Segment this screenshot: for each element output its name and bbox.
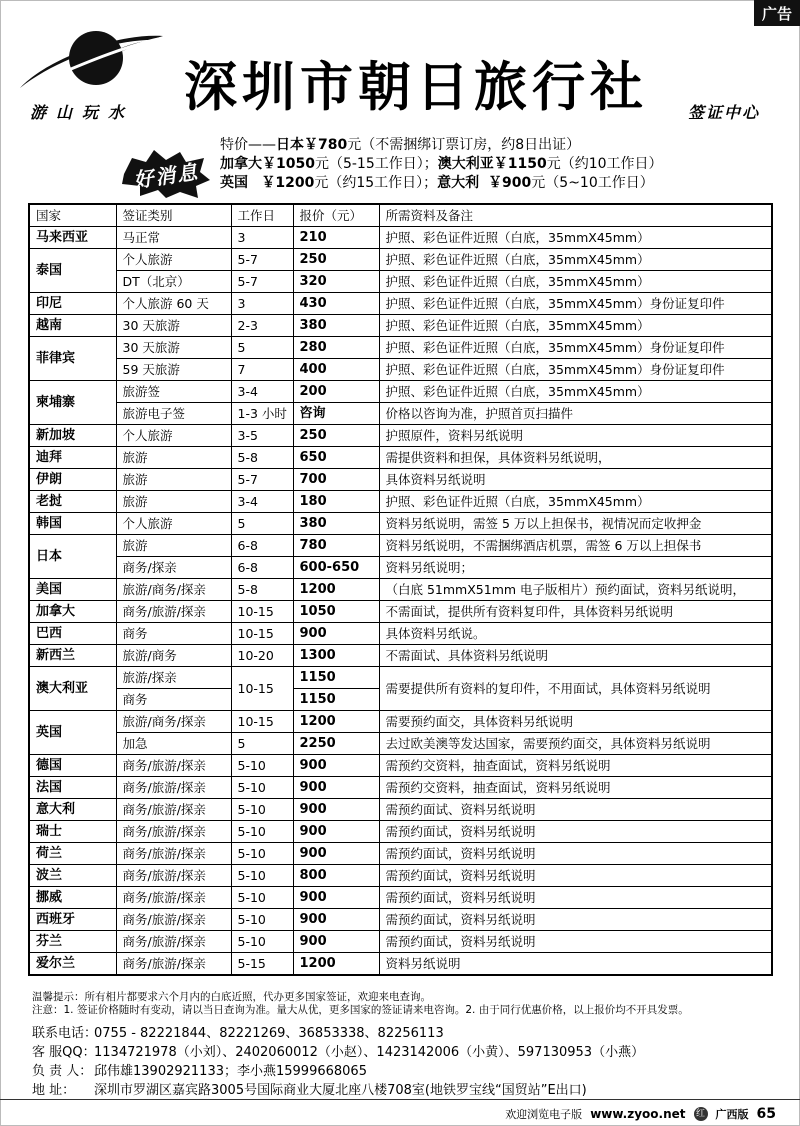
- country-cell: 越南: [29, 315, 116, 337]
- table-row: [29, 887, 772, 909]
- price-cell: 1200: [293, 711, 379, 733]
- country-cell: 英国: [29, 711, 116, 755]
- tip-text: 温馨提示：所有相片都要求六个月内的白底近照，代办更多国家签证，欢迎来电查询。: [32, 991, 431, 1003]
- visa-type-cell: 商务/旅游/探亲: [116, 931, 231, 953]
- table-row: [29, 337, 772, 359]
- notes-cell: 需预约面试，资料另纸说明: [379, 887, 772, 909]
- notes-cell: 护照、彩色证件近照（白底，35mmX45mm）身份证复印件: [379, 293, 772, 315]
- country-cell: 老挝: [29, 491, 116, 513]
- visa-type-cell: DT（北京）: [116, 271, 231, 293]
- visa-type-cell: 个人旅游: [116, 513, 231, 535]
- price-cell: 900: [293, 821, 379, 843]
- table-row: [29, 777, 772, 799]
- work-days-cell: 6-8: [231, 557, 293, 579]
- price-cell: 780: [293, 535, 379, 557]
- work-days-cell: 5-10: [231, 931, 293, 953]
- price-cell: 1200: [293, 579, 379, 601]
- visa-type-cell: 商务/旅游/探亲: [116, 953, 231, 976]
- notes-cell: 需预约面试，资料另纸说明: [379, 909, 772, 931]
- table-row: [29, 315, 772, 337]
- notes-cell: 具体资料另纸说明: [379, 469, 772, 491]
- table-row: [29, 953, 772, 976]
- work-days-cell: 5: [231, 337, 293, 359]
- visa-type-cell: 旅游/商务: [116, 645, 231, 667]
- country-cell: 印尼: [29, 293, 116, 315]
- edition-label: 广西版: [715, 1108, 749, 1121]
- table-row: [29, 447, 772, 469]
- price-cell: 2250: [293, 733, 379, 755]
- notes-cell: 价格以咨询为准，护照首页扫描件: [379, 403, 772, 425]
- notes-cell: 资料另纸说明，不需捆绑酒店机票，需签 6 万以上担保书: [379, 535, 772, 557]
- price-cell: 900: [293, 887, 379, 909]
- contact-address: 地 址： 深圳市罗湖区嘉宾路3005号国际商业大厦北座八楼708室(地铁罗宝线“国贸站”E出口): [32, 1083, 587, 1098]
- table-row: [29, 425, 772, 447]
- visa-type-cell: 商务/旅游/探亲: [116, 799, 231, 821]
- price-cell: 1200: [293, 953, 379, 976]
- country-cell: 巴西: [29, 623, 116, 645]
- work-days-cell: 10-15: [231, 711, 293, 733]
- table-row: [29, 293, 772, 315]
- notes-cell: 去过欧美澳等发达国家，需要预约面交，具体资料另纸说明: [379, 733, 772, 755]
- notes-cell: 具体资料另纸说。: [379, 623, 772, 645]
- contact-person: 负 责 人： 邱伟雄13902921133；李小燕15999668065: [32, 1064, 367, 1079]
- header-notes: 所需资料及备注: [379, 204, 772, 227]
- visa-type-cell: 商务/旅游/探亲: [116, 777, 231, 799]
- visa-type-cell: 个人旅游: [116, 249, 231, 271]
- country-cell: 美国: [29, 579, 116, 601]
- price-cell: 210: [293, 227, 379, 249]
- header-work-days: 工作日: [231, 204, 293, 227]
- table-row: [29, 821, 772, 843]
- table-row: [29, 733, 772, 755]
- price-cell: 900: [293, 623, 379, 645]
- header-price: 报价（元）: [293, 204, 379, 227]
- table-row: [29, 799, 772, 821]
- visa-type-cell: 商务/旅游/探亲: [116, 755, 231, 777]
- country-cell: 瑞士: [29, 821, 116, 843]
- visa-type-cell: 个人旅游 60 天: [116, 293, 231, 315]
- work-days-cell: 3-5: [231, 425, 293, 447]
- price-cell: 咨询: [293, 403, 379, 425]
- work-days-cell: 5: [231, 733, 293, 755]
- notes-cell: （白底 51mmX51mm 电子版相片）预约面试，资料另纸说明，: [379, 579, 772, 601]
- notes-cell: 护照、彩色证件近照（白底，35mmX45mm）: [379, 249, 772, 271]
- notes-cell: 需预约交资料，抽查面试，资料另纸说明: [379, 755, 772, 777]
- work-days-cell: 5-10: [231, 821, 293, 843]
- table-row: [29, 403, 772, 425]
- slogan: 游山玩水: [30, 103, 135, 122]
- price-cell: 900: [293, 777, 379, 799]
- visa-type-cell: 商务/旅游/探亲: [116, 865, 231, 887]
- footer: [505, 1106, 776, 1122]
- country-cell: 波兰: [29, 865, 116, 887]
- visa-type-cell: 旅游: [116, 491, 231, 513]
- contact-section: [32, 1024, 644, 1100]
- notes-cell: 需要预约面交，具体资料另纸说明: [379, 711, 772, 733]
- table-row: [29, 469, 772, 491]
- price-cell: 1050: [293, 601, 379, 623]
- price-cell: 250: [293, 425, 379, 447]
- country-cell: 柬埔寨: [29, 381, 116, 425]
- notes-cell: 需预约面试，资料另纸说明: [379, 865, 772, 887]
- notes-section: [32, 991, 689, 1017]
- website-link[interactable]: www.zyoo.net: [590, 1107, 686, 1121]
- notes-cell: 不需面试、具体资料另纸说明: [379, 645, 772, 667]
- price-cell: 1150: [293, 689, 379, 711]
- contact-phone: 联系电话：0755 - 82221844、82221269、36853338、82256113: [32, 1026, 444, 1041]
- edition-logo-icon: 红: [694, 1107, 708, 1121]
- table-row: [29, 711, 772, 733]
- visa-type-cell: 个人旅游: [116, 425, 231, 447]
- special-offers: [220, 136, 663, 193]
- price-cell: 700: [293, 469, 379, 491]
- price-cell: 180: [293, 491, 379, 513]
- notes-cell: 需预约交资料，抽查面试，资料另纸说明: [379, 777, 772, 799]
- work-days-cell: 5: [231, 513, 293, 535]
- country-cell: 新加坡: [29, 425, 116, 447]
- visa-type-cell: 旅游: [116, 535, 231, 557]
- visa-center-label: 签证中心: [688, 103, 761, 122]
- table-row: [29, 865, 772, 887]
- work-days-cell: 3: [231, 293, 293, 315]
- country-cell: 迪拜: [29, 447, 116, 469]
- ad-tag: 广告: [754, 0, 800, 26]
- notes-cell: 护照、彩色证件近照（白底，35mmX45mm）身份证复印件: [379, 337, 772, 359]
- price-cell: 900: [293, 843, 379, 865]
- country-cell: 西班牙: [29, 909, 116, 931]
- price-cell: 1150: [293, 667, 379, 689]
- work-days-cell: 5-7: [231, 469, 293, 491]
- badge-text: 好消息: [131, 159, 201, 193]
- remark-text: 注意：1. 签证价格随时有变动，请以当日查询为准。量大从优，更多国家的签证请来电咨询。2. 由于同行优惠价格，以上报价均不开具发票。: [32, 1004, 689, 1016]
- table-row: [29, 271, 772, 293]
- work-days-cell: 5-10: [231, 843, 293, 865]
- work-days-cell: 5-10: [231, 799, 293, 821]
- visa-type-cell: 马正常: [116, 227, 231, 249]
- work-days-cell: 5-7: [231, 249, 293, 271]
- visa-type-cell: 旅游/商务/探亲: [116, 579, 231, 601]
- notes-cell: 护照、彩色证件近照（白底，35mmX45mm）: [379, 227, 772, 249]
- visa-type-cell: 59 天旅游: [116, 359, 231, 381]
- work-days-cell: 5-8: [231, 447, 293, 469]
- table-row: [29, 557, 772, 579]
- notes-cell: 护照、彩色证件近照（白底，35mmX45mm）: [379, 315, 772, 337]
- visa-type-cell: 商务/旅游/探亲: [116, 843, 231, 865]
- country-cell: 挪威: [29, 887, 116, 909]
- notes-cell: 护照原件，资料另纸说明: [379, 425, 772, 447]
- country-cell: 澳大利亚: [29, 667, 116, 711]
- country-cell: 菲律宾: [29, 337, 116, 381]
- country-cell: 韩国: [29, 513, 116, 535]
- agency-logo-icon: [18, 28, 168, 98]
- notes-cell: 护照、彩色证件近照（白底，35mmX45mm）: [379, 491, 772, 513]
- table-row: [29, 623, 772, 645]
- notes-cell: 需提供资料和担保，具体资料另纸说明，: [379, 447, 772, 469]
- price-cell: 900: [293, 755, 379, 777]
- visa-type-cell: 旅游: [116, 447, 231, 469]
- visa-type-cell: 旅游/商务/探亲: [116, 711, 231, 733]
- visa-type-cell: 商务/旅游/探亲: [116, 601, 231, 623]
- offer-line-2: 加拿大￥1050元（5-15工作日）；澳大利亚￥1150元（约10工作日）: [220, 156, 663, 172]
- work-days-cell: 10-15: [231, 667, 293, 711]
- table-header-row: [29, 204, 772, 227]
- header-visa-type: 签证类别: [116, 204, 231, 227]
- offer-line-1: 特价——日本￥780元（不需捆绑订票订房，约8日出证）: [220, 137, 581, 153]
- country-cell: 芬兰: [29, 931, 116, 953]
- table-row: [29, 645, 772, 667]
- notes-cell: 不需面试，提供所有资料复印件，具体资料另纸说明: [379, 601, 772, 623]
- notes-cell: 需预约面试，资料另纸说明: [379, 931, 772, 953]
- table-row: [29, 909, 772, 931]
- agency-name: 深圳市朝日旅行社: [184, 57, 648, 118]
- visa-type-cell: 30 天旅游: [116, 337, 231, 359]
- price-cell: 1300: [293, 645, 379, 667]
- table-row: [29, 843, 772, 865]
- work-days-cell: 2-3: [231, 315, 293, 337]
- work-days-cell: 10-20: [231, 645, 293, 667]
- visa-price-table: [28, 203, 773, 976]
- footer-divider: [0, 1099, 800, 1100]
- price-cell: 380: [293, 513, 379, 535]
- price-cell: 430: [293, 293, 379, 315]
- work-days-cell: 10-15: [231, 623, 293, 645]
- price-cell: 320: [293, 271, 379, 293]
- visa-type-cell: 商务: [116, 623, 231, 645]
- work-days-cell: 5-10: [231, 777, 293, 799]
- price-cell: 650: [293, 447, 379, 469]
- visa-type-cell: 商务/探亲: [116, 557, 231, 579]
- table-body: [29, 227, 772, 976]
- notes-cell: 需要提供所有资料的复印件，不用面试，具体资料另纸说明: [379, 667, 772, 711]
- table-row: [29, 755, 772, 777]
- work-days-cell: 1-3 小时: [231, 403, 293, 425]
- price-cell: 800: [293, 865, 379, 887]
- price-cell: 380: [293, 315, 379, 337]
- table-row: [29, 249, 772, 271]
- work-days-cell: 3-4: [231, 381, 293, 403]
- visa-type-cell: 旅游电子签: [116, 403, 231, 425]
- work-days-cell: 5-10: [231, 755, 293, 777]
- country-cell: 日本: [29, 535, 116, 579]
- notes-cell: 资料另纸说明；: [379, 557, 772, 579]
- price-cell: 250: [293, 249, 379, 271]
- footer-text: 欢迎浏览电子版: [505, 1108, 583, 1121]
- visa-type-cell: 商务/旅游/探亲: [116, 887, 231, 909]
- work-days-cell: 5-10: [231, 909, 293, 931]
- table-row: [29, 491, 772, 513]
- table-row: [29, 579, 772, 601]
- work-days-cell: 5-10: [231, 865, 293, 887]
- work-days-cell: 6-8: [231, 535, 293, 557]
- notes-cell: 需预约面试、资料另纸说明: [379, 799, 772, 821]
- visa-type-cell: 商务/旅游/探亲: [116, 909, 231, 931]
- notes-cell: 资料另纸说明，需签 5 万以上担保书，视情况而定收押金: [379, 513, 772, 535]
- visa-type-cell: 加急: [116, 733, 231, 755]
- table-row: [29, 535, 772, 557]
- notes-cell: 需预约面试，资料另纸说明: [379, 821, 772, 843]
- price-cell: 900: [293, 909, 379, 931]
- price-cell: 200: [293, 381, 379, 403]
- visa-type-cell: 旅游: [116, 469, 231, 491]
- price-cell: 280: [293, 337, 379, 359]
- page-number: 65: [756, 1106, 776, 1122]
- work-days-cell: 5-7: [231, 271, 293, 293]
- visa-type-cell: 商务: [116, 689, 231, 711]
- notes-cell: 资料另纸说明: [379, 953, 772, 976]
- work-days-cell: 5-15: [231, 953, 293, 976]
- price-cell: 400: [293, 359, 379, 381]
- visa-type-cell: 旅游签: [116, 381, 231, 403]
- country-cell: 法国: [29, 777, 116, 799]
- contact-qq: 客 服QQ：1134721978（小刘）、2402060012（小赵）、1423142006（小黄）、597130953（小燕）: [32, 1045, 645, 1060]
- work-days-cell: 10-15: [231, 601, 293, 623]
- table-row: [29, 667, 772, 689]
- country-cell: 加拿大: [29, 601, 116, 623]
- country-cell: 泰国: [29, 249, 116, 293]
- work-days-cell: 7: [231, 359, 293, 381]
- notes-cell: 需预约面试，资料另纸说明: [379, 843, 772, 865]
- visa-type-cell: 30 天旅游: [116, 315, 231, 337]
- work-days-cell: 3-4: [231, 491, 293, 513]
- table-row: [29, 359, 772, 381]
- work-days-cell: 5-8: [231, 579, 293, 601]
- country-cell: 新西兰: [29, 645, 116, 667]
- visa-type-cell: 旅游/探亲: [116, 667, 231, 689]
- work-days-cell: 3: [231, 227, 293, 249]
- notes-cell: 护照、彩色证件近照（白底，35mmX45mm）: [379, 381, 772, 403]
- header-country: 国家: [29, 204, 116, 227]
- country-cell: 意大利: [29, 799, 116, 821]
- table-row: [29, 381, 772, 403]
- work-days-cell: 5-10: [231, 887, 293, 909]
- price-cell: 900: [293, 931, 379, 953]
- visa-type-cell: 商务/旅游/探亲: [116, 821, 231, 843]
- good-news-badge: [120, 148, 212, 200]
- table-row: [29, 931, 772, 953]
- country-cell: 爱尔兰: [29, 953, 116, 976]
- price-cell: 600-650: [293, 557, 379, 579]
- notes-cell: 护照、彩色证件近照（白底，35mmX45mm）身份证复印件: [379, 359, 772, 381]
- offer-line-3: 英国 ￥1200元（约15工作日）；意大利 ￥900元（5~10工作日）: [220, 175, 654, 191]
- table-row: [29, 227, 772, 249]
- table-row: [29, 513, 772, 535]
- table-row: [29, 601, 772, 623]
- price-cell: 900: [293, 799, 379, 821]
- notes-cell: 护照、彩色证件近照（白底，35mmX45mm）: [379, 271, 772, 293]
- country-cell: 荷兰: [29, 843, 116, 865]
- country-cell: 伊朗: [29, 469, 116, 491]
- country-cell: 德国: [29, 755, 116, 777]
- country-cell: 马来西亚: [29, 227, 116, 249]
